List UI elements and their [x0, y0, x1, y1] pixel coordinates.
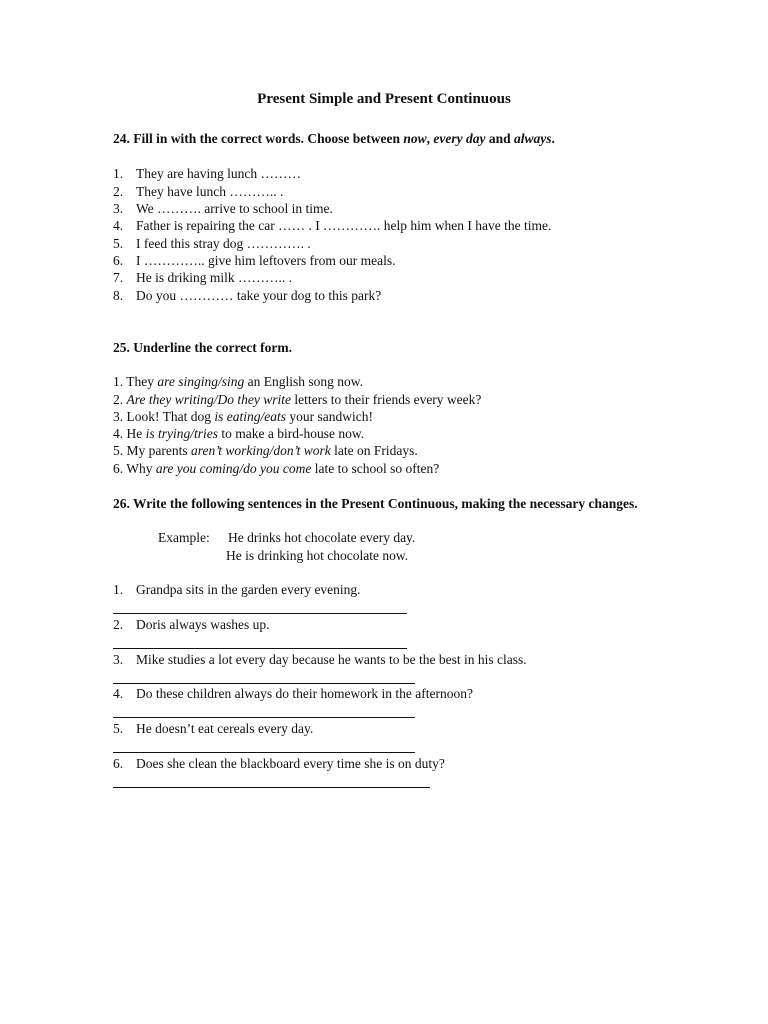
- exercise-26-item-text: Does she clean the blackboard every time she is on duty?: [136, 756, 445, 771]
- exercise-25-item: [113, 425, 364, 442]
- answer-line[interactable]: [113, 648, 407, 649]
- exercise-26-item-number: 2.: [113, 617, 124, 632]
- exercise-26-item-text: Do these children always do their homework in the afternoon?: [136, 686, 474, 701]
- exercise-25-item-prefix: 2.: [113, 392, 127, 407]
- page-title: Present Simple and Present Continuous: [257, 91, 511, 107]
- exercise-24-item-number: 3.: [113, 201, 124, 216]
- exercise-25-item: [113, 373, 363, 390]
- exercise-26-item-number: 5.: [113, 721, 124, 736]
- exercise-25-item-options: aren’t working/don’t work: [191, 443, 331, 458]
- example-label: Example:: [158, 530, 210, 545]
- exercise-25-item-suffix: your sandwich!: [286, 409, 373, 424]
- exercise-26-item-number: 4.: [113, 686, 124, 701]
- answer-line[interactable]: [113, 717, 415, 718]
- exercise-24-item-text: They are having lunch ………: [136, 166, 301, 181]
- exercise-24-item-text: We ………. arrive to school in time.: [136, 201, 333, 216]
- exercise-25-item-suffix: late on Fridays.: [330, 443, 418, 458]
- exercise-24-heading: [113, 131, 555, 147]
- exercise-24-item-text: Father is repairing the car …… . I …………. help him when I have the time.: [136, 218, 552, 233]
- exercise-25-item-options: are singing/sing: [157, 374, 245, 389]
- exercise-24-item-number: 1.: [113, 166, 124, 181]
- exercise-26-item-text: Mike studies a lot every day because he wants to be the best in his class.: [136, 652, 527, 667]
- exercise-25-item-prefix: 6. Why: [113, 461, 156, 476]
- exercise-26-item-text: Doris always washes up.: [136, 617, 270, 632]
- exercise-25-item: [113, 408, 373, 425]
- exercise-25-item: [113, 391, 481, 408]
- exercise-25-item-prefix: 4. He: [113, 426, 146, 441]
- exercise-24-item-text: I ………….. give him leftovers from our meals.: [136, 253, 396, 268]
- exercise-24-item-text: I feed this stray dog …………. .: [136, 236, 311, 251]
- exercise-25-item-suffix: letters to their friends every week?: [290, 392, 482, 407]
- exercise-25-item-options: is eating/eats: [214, 409, 286, 424]
- answer-line[interactable]: [113, 752, 415, 753]
- exercise-24-item-number: 7.: [113, 270, 124, 285]
- exercise-24-item-number: 6.: [113, 253, 124, 268]
- exercise-26-item-text: Grandpa sits in the garden every evening.: [136, 582, 361, 597]
- exercise-24-item-number: 2.: [113, 184, 124, 199]
- exercise-24-separator-2: and: [485, 131, 514, 146]
- exercise-25-item-suffix: an English song now.: [244, 374, 364, 389]
- example-sentence-original: He drinks hot chocolate every day.: [228, 530, 416, 545]
- answer-line[interactable]: [113, 613, 407, 614]
- exercise-24-heading-text: 24. Fill in with the correct words. Choose between: [113, 131, 404, 146]
- exercise-24-word-always: always: [513, 131, 552, 146]
- answer-line[interactable]: [113, 787, 430, 788]
- exercise-26-item-number: 6.: [113, 756, 124, 771]
- exercise-26-item-number: 3.: [113, 652, 124, 667]
- exercise-24-item-text: Do you ………… take your dog to this park?: [136, 288, 382, 303]
- exercise-25-item-options: are you coming/do you come: [155, 461, 312, 476]
- exercise-24-item-number: 5.: [113, 236, 124, 251]
- exercise-25-item-suffix: late to school so often?: [311, 461, 440, 476]
- exercise-24-item-number: 8.: [113, 288, 124, 303]
- answer-line[interactable]: [113, 683, 415, 684]
- exercise-25-item-prefix: 5. My parents: [113, 443, 191, 458]
- exercise-25-item: [113, 460, 439, 477]
- exercise-25-item-prefix: 3. Look! That dog: [113, 409, 215, 424]
- exercise-24-item-text: They have lunch ……….. .: [136, 184, 284, 199]
- exercise-25-item-prefix: 1. They: [113, 374, 158, 389]
- exercise-24-separator-1: ,: [426, 131, 434, 146]
- example-sentence-converted: He is drinking hot chocolate now.: [226, 548, 409, 563]
- exercise-24-word-every-day: every day: [433, 131, 486, 146]
- exercise-24-item-text: He is driking milk ……….. .: [136, 270, 292, 285]
- exercise-25-heading: 25. Underline the correct form.: [113, 340, 292, 355]
- exercise-25-item-suffix: to make a bird-house now.: [218, 426, 365, 441]
- exercise-24-word-now: now: [403, 131, 427, 146]
- exercise-25-item-options: Are they writing/Do they write: [126, 392, 291, 407]
- exercise-26-item-text: He doesn’t eat cereals every day.: [136, 721, 314, 736]
- exercise-26-heading: 26. Write the following sentences in the Present Continuous, making the necessary changes.: [113, 496, 638, 511]
- exercise-25-item: [113, 442, 418, 459]
- exercise-25-item-options: is trying/tries: [145, 426, 219, 441]
- exercise-24-item-number: 4.: [113, 218, 124, 233]
- exercise-24-heading-end: .: [551, 131, 555, 146]
- exercise-26-item-number: 1.: [113, 582, 124, 597]
